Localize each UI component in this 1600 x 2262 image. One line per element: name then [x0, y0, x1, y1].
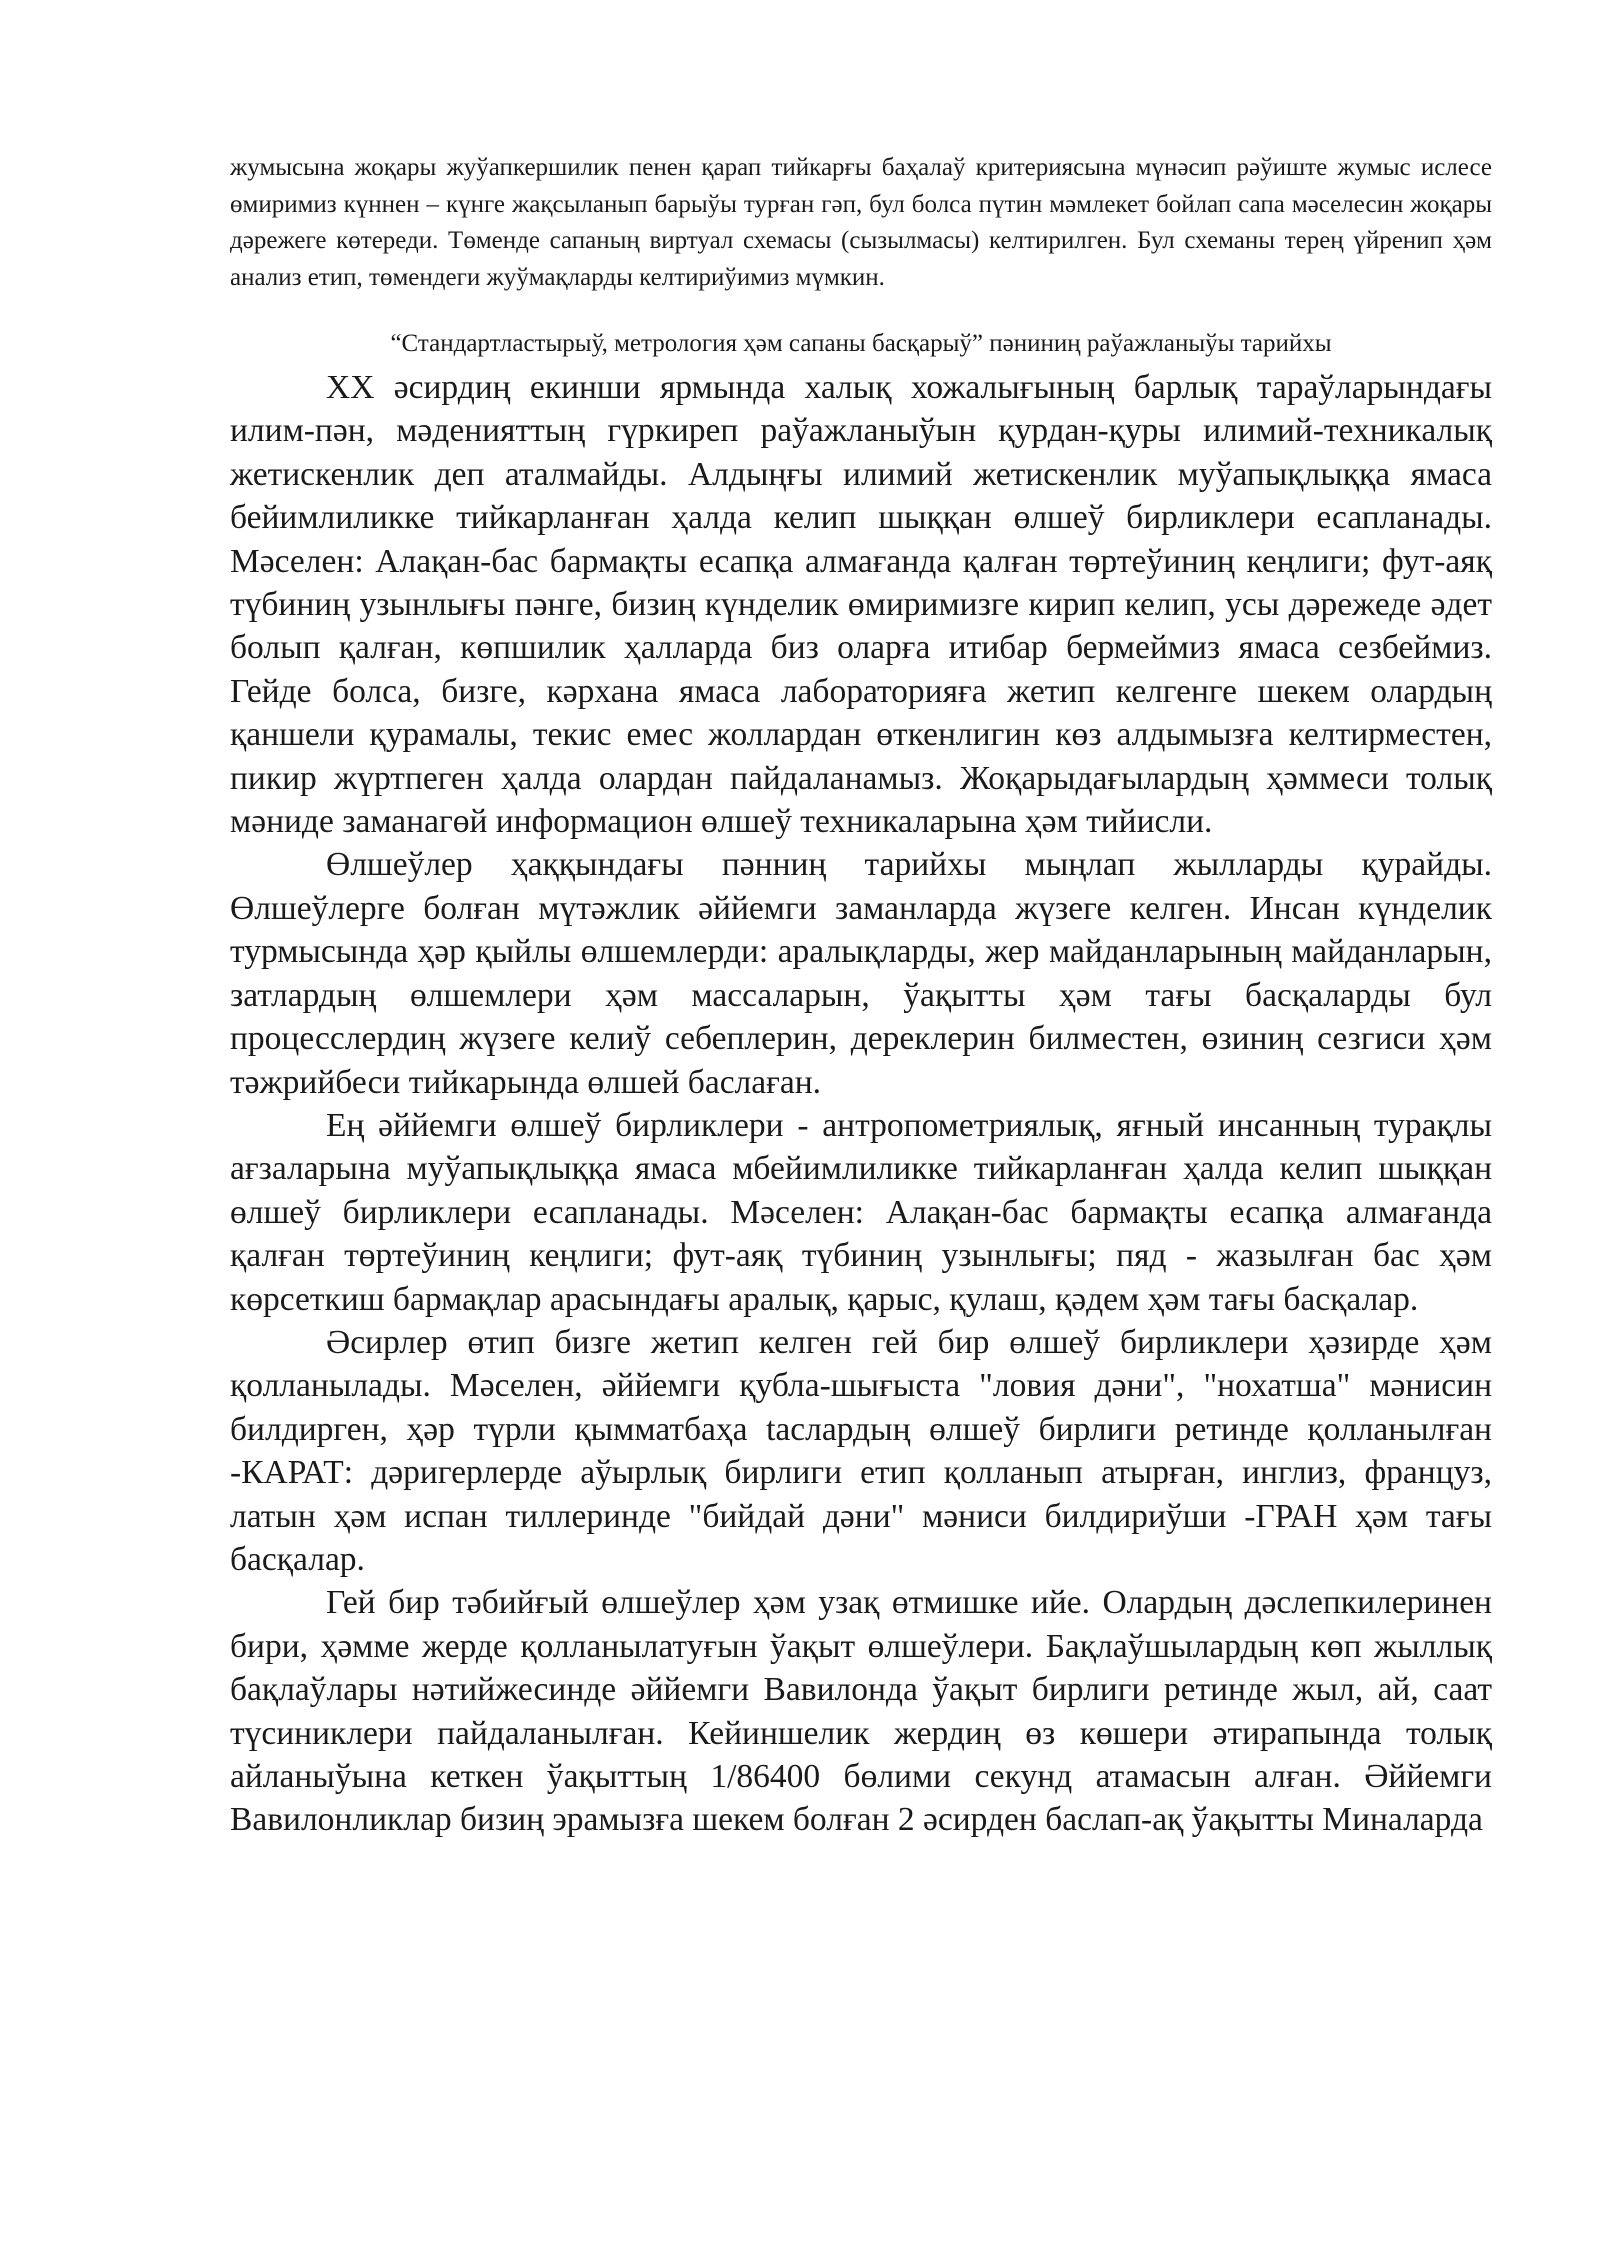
body-paragraph-1: XX әсирдиң екинши ярмында халық хожалығының барлық тараўларындағы илим-пән, мәденияттың гүркиреп раўажланыўын қурдан-қуры илимий-техникалық жетискенлик деп аталмайды. Алдыңғы илимий жетискенлик муўапықлыққа ямаса бейимлиликке тийкарланған ҳалда келип шыққан өлшеў бирликлери есапланады. Мәселен: Алақан-бас бармақты есапқа алмағанда қалған төртеўиниң кеңлиги; фут-аяқ түбиниң узынлығы пәнге, бизиң күнделик өмиримизге кирип келип, усы дәрежеде әдет болып қалған, көпшилик ҳалларда биз оларға итибар бермеймиз ямаса сезбеймиз. Гейде болса, бизге, кәрхана ямаса лабораторияға жетип келгенге шекем олардың қаншели қурамалы, текис емес жоллардан өткенлигин көз алдымызға келтирместен, пикир жүртпеген ҳалда олардан пайдаланамыз. Жоқарыдағылардың ҳәммеси толық мәниде заманагөй информацион өлшеў техникаларына ҳәм тийисли. [230, 369, 1492, 841]
body-paragraph-4: Әсирлер өтип бизге жетип келген гей бир өлшеў бирликлери ҳәзирде ҳәм қолланылады. Мәселен, әййемги қубла-шығыста "ловия дәни", "нохатша" мәнисин билдирген, ҳәр түрли қымматбаҳа taслардың өлшеў бирлиги ретинде қолланылған -КАРАТ: дәригерлерде аўырлық бирлиги етип қолланып атырған, инглиз, француз, латын ҳәм испан тиллеринде "бийдай дәни" мәниси билдириўши -ГРАН ҳәм тағы басқалар. [230, 1323, 1492, 1578]
intro-paragraph: жумысына жоқары жуўапкершилик пенен қарап тийкарғы баҳалаў критериясына мүнәсип рәўиште жумыс ислесе өмиримиз күннен – күнге жақсыланып барыўы турған гәп, бул болса пүтин мәмлекет бойлап сапа мәселесин жоқары дәрежеге көтереди. Төменде сапаның виртуал схемасы (сызылмасы) келтирилген. Бул схеманы терең үйренип ҳәм анализ етип, төмендеги жуўмақларды келтириўимиз мүмкин. [230, 154, 1492, 291]
document-page [230, 150, 1492, 1842]
section-heading: “Стандартластырыў, метрология ҳәм сапаны басқарыў” пәниниң раўажланыўы тарийхы [390, 330, 1332, 357]
body-paragraph-5: Гей бир тәбийғый өлшеўлер ҳәм узақ өтмишке ийе. Олардың дәслепкилеринен бири, ҳәмме жерде қолланылатуғын ўақыт өлшеўлери. Бақлаўшылардың көп жыллық бақлаўлары нәтийжесинде әййемги Вавилонда ўақыт бирлиги ретинде жыл, ай, саат түсиниклери пайдаланылған. Кейиншелик жердиң өз көшери әтирапында толық айланыўына кеткен ўақыттың 1/86400 бөлими секунд атамасын алған. Әййемги Вавилонликлар бизиң эрамызға шекем болған 2 әсирден баслап-ақ ўақытты Миналарда [230, 1584, 1492, 1839]
body-paragraph-2: Өлшеўлер ҳаққындағы пәнниң тарийхы мыңлап жылларды қурайды. Өлшеўлерге болған мүтәжлик әййемги заманларда жүзеге келген. Инсан күнделик турмысында ҳәр қыйлы өлшемлерди: аралықларды, жер майданларының майданларын, затлардың өлшемлери ҳәм массаларын, ўақытты ҳәм тағы басқаларды бул процесслердиң жүзеге келиў себеплерин, дереклерин билместен, өзиниң сезгиси ҳәм тәжрийбеси тийкарында өлшей баслаған. [230, 846, 1492, 1101]
body-paragraph-3: Ең әййемги өлшеў бирликлери - антропометриялық, яғный инсанның турақлы ағзаларына муўапықлыққа ямаса мбейимлиликке тийкарланған ҳалда келип шыққан өлшеў бирликлери есапланады. Мәселен: Алақан-бас бармақты есапқа алмағанда қалған төртеўиниң кеңлиги; фут-аяқ түбиниң узынлығы; пяд - жазылған бас ҳәм көрсеткиш бармақлар арасындағы аралық, қарыс, қулаш, қәдем ҳәм тағы басқалар. [230, 1106, 1492, 1318]
